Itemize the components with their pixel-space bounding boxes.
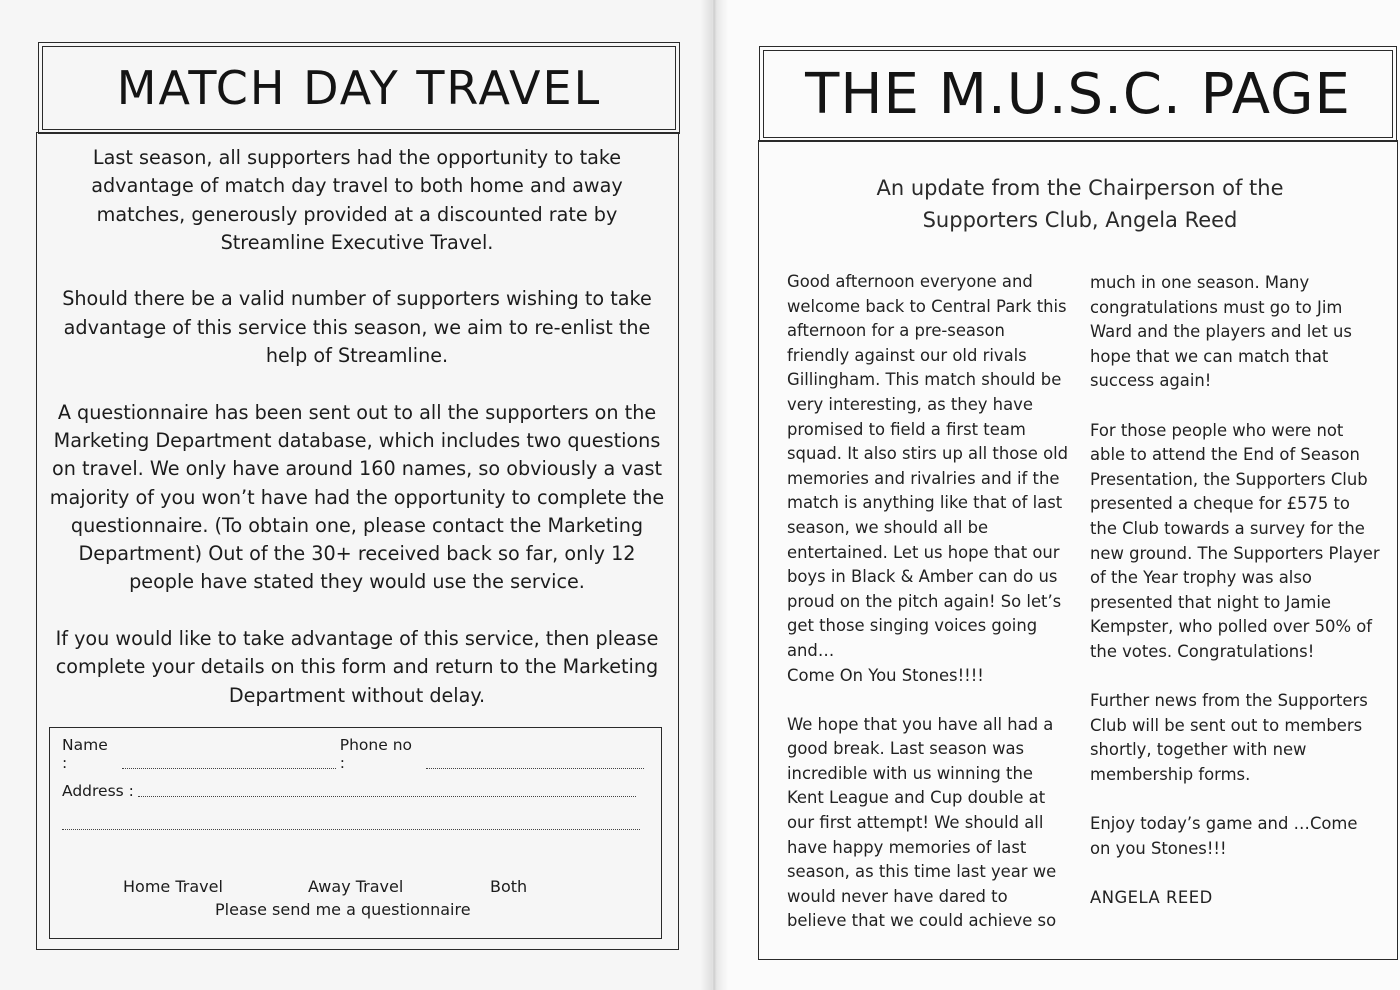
travel-paragraph: If you would like to take advantage of this service, then please complete your details on this form and return to the Marketing Department without delay. [55,627,659,707]
subtitle-line-1: An update from the Chairperson of the [876,176,1284,200]
phone-field[interactable] [426,767,644,769]
travel-paragraph: A questionnaire has been sent out to all the supporters on the Marketing Department database, which includes two questions on travel. We only have around 160 names, so obviously a vast majority of you won’t have had the opportunity to complete the questionnaire. (To obtain one, please contact the Marketing Department) Out of the 30+ received back so far, only 12 people have stated they would use the service. [49,400,665,594]
column-paragraph: For those people who were not able to attend the End of Season Presentation, the Supporters Club presented a cheque for £575 to the Club towards a survey for the new ground. The Supporters Player of the Year trophy was also presented that night to Jamie Kempster, who polled over 50% of the votes. Congratulations! [1090,420,1380,661]
address-field[interactable] [138,795,636,797]
musc-column-right [1090,271,1380,935]
signature: ANGELA REED [1090,887,1213,907]
travel-paragraph: Should there be a valid number of supporters wishing to take advantage of this service this season, we aim to re-enlist the help of Streamline. [62,287,652,368]
option-away-travel[interactable]: Away Travel [308,877,404,896]
musc-subtitle [760,172,1400,236]
musc-title-box [763,50,1393,138]
travel-title-box [42,46,676,130]
column-paragraph: Further news from the Supporters Club will be sent out to members shortly, together with new membership forms. [1090,691,1368,784]
name-label: Name : [62,736,108,772]
travel-paragraph: Last season, all supporters had the opportunity to take advantage of match day travel to both home and away matches, generously provided at a discounted rate by Streamline Executive Travel. [91,146,623,254]
address-row-2 [62,828,648,833]
address-field-line2[interactable] [62,828,640,830]
name-field[interactable] [122,767,336,769]
column-paragraph: Enjoy today’s game and …Come on you Stones!!! [1090,814,1358,858]
column-paragraph: We hope that you have all had a good break. Last season was incredible with us winning the Kent League and Cup double at our first attempt! We should all have happy memories of last season, as this time last year we would never have dared to believe that we could achieve so [787,714,1057,931]
option-both[interactable]: Both [490,877,528,896]
travel-text [46,144,668,738]
musc-title: THE M.U.S.C. PAGE [805,61,1351,127]
option-home-travel[interactable]: Home Travel [123,877,223,896]
address-label: Address : [62,782,134,800]
phone-label: Phone no : [339,736,412,772]
name-phone-row [62,736,648,772]
option-questionnaire[interactable]: Please send me a questionnaire [215,900,471,919]
travel-title: MATCH DAY TRAVEL [116,61,602,115]
column-paragraph: much in one season. Many congratulations must go to Jim Ward and the players and let us hope that we can match that success again! [1090,273,1352,391]
column-paragraph: Good afternoon everyone and welcome back to Central Park this afternoon for a pre-season friendly against our old rivals Gillingham. This match should be very interesting, as they have promised to field a first team squad. It also stirs up all those old memories and rivalries and if the match is anything like that of last season, we should all be entertained. Let us hope that our boys in Black & Amber can do us proud on the pitch again! So let’s get those singing voices going and… [787,272,1069,660]
column-paragraph: Come On You Stones!!!! [787,665,984,685]
musc-column-left [787,270,1069,959]
subtitle-line-2: Supporters Club, Angela Reed [922,208,1238,232]
address-row [62,782,648,800]
page-gutter [700,0,728,990]
